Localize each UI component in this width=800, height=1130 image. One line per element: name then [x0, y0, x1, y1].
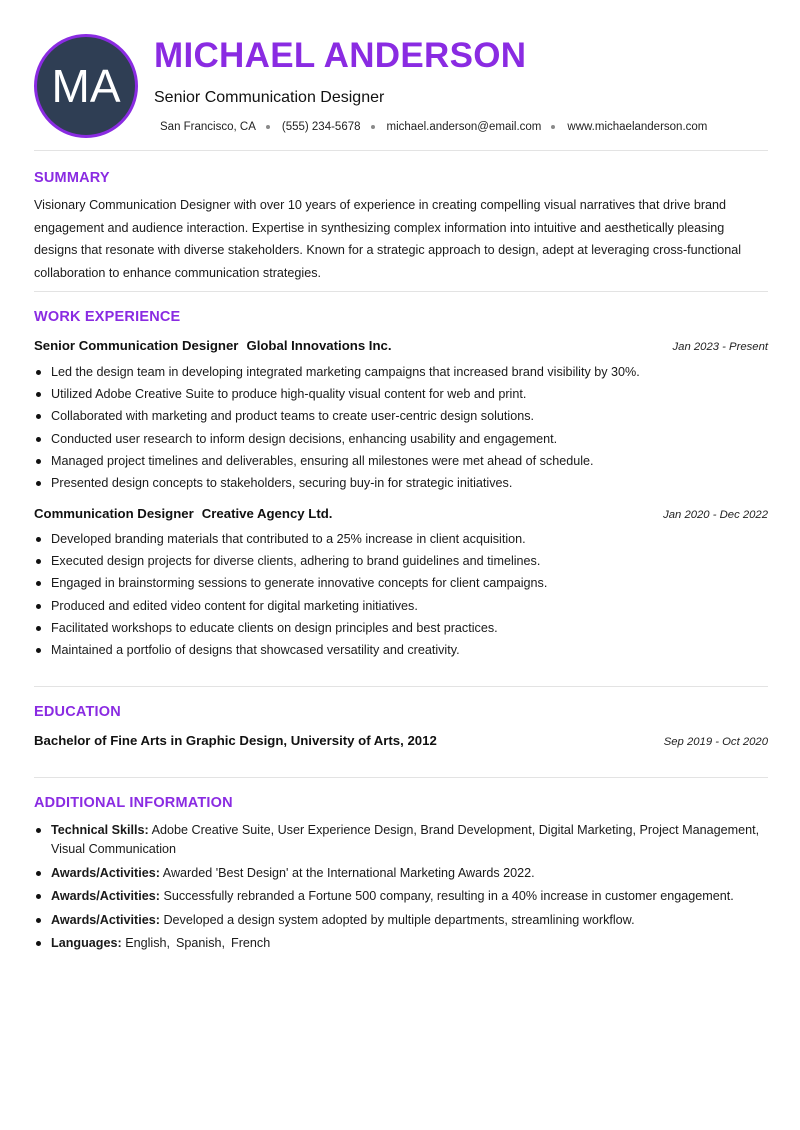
list-item: Executed design projects for diverse clients, adhering to brand guidelines and timelines.	[34, 550, 768, 572]
info-label: Technical Skills:	[51, 823, 149, 837]
contact-website[interactable]: www.michaelanderson.com	[567, 121, 708, 133]
language-item: Spanish,	[176, 936, 226, 950]
list-item: Utilized Adobe Creative Suite to produce high-quality visual content for web and print.	[34, 383, 768, 405]
job-header	[34, 338, 768, 353]
education-degree: Bachelor of Fine Arts in Graphic Design, University of Arts, 2012	[34, 733, 437, 748]
contact-email[interactable]: michael.anderson@email.com	[386, 121, 542, 133]
list-item: Led the design team in developing integrated marketing campaigns that increased brand visibility by 30%.	[34, 361, 768, 383]
job-position: Senior Communication Designer	[34, 338, 239, 353]
list-item	[34, 887, 768, 906]
info-text: Awarded 'Best Design' at the International Marketing Awards 2022.	[162, 865, 535, 880]
list-item: Engaged in brainstorming sessions to generate innovative concepts for client campaigns.	[34, 572, 768, 594]
job-title	[34, 506, 340, 521]
job-company: Global Innovations Inc.	[246, 338, 392, 353]
info-text: Adobe Creative Suite, User Experience Design, Brand Development, Digital Marketing, Project Management, Visual Communication	[51, 823, 760, 856]
section-divider	[34, 777, 768, 778]
info-label: Awards/Activities:	[51, 889, 160, 903]
contact-phone[interactable]: (555) 234-5678	[281, 121, 361, 133]
section-divider	[34, 150, 768, 151]
avatar	[34, 34, 138, 138]
list-item	[34, 864, 768, 883]
education-entry	[34, 733, 768, 748]
avatar-initials: MA	[51, 60, 121, 112]
language-item: English,	[125, 936, 170, 950]
job-position: Communication Designer	[34, 506, 194, 521]
language-item: French	[231, 936, 271, 950]
work-experience-heading: WORK EXPERIENCE	[34, 309, 181, 325]
additional-info-heading: ADDITIONAL INFORMATION	[34, 795, 233, 811]
separator-dot	[551, 125, 555, 129]
job-company: Creative Agency Ltd.	[201, 506, 333, 521]
contact-bar	[160, 121, 770, 133]
education-heading: EDUCATION	[34, 704, 121, 720]
info-label: Awards/Activities:	[51, 865, 160, 880]
education-dates: Sep 2019 - Oct 2020	[663, 736, 768, 748]
candidate-role: Senior Communication Designer	[154, 89, 385, 106]
info-label: Awards/Activities:	[51, 912, 160, 927]
list-item: Conducted user research to inform design decisions, enhancing usability and engagement.	[34, 428, 768, 450]
info-text: Developed a design system adopted by multiple departments, streamlining workflow.	[163, 912, 635, 927]
list-item	[34, 911, 768, 930]
separator-dot	[266, 125, 270, 129]
additional-info-list	[34, 821, 768, 958]
list-item: Managed project timelines and deliverables, ensuring all milestones were met ahead of schedule.	[34, 450, 768, 472]
candidate-name: MICHAEL ANDERSON	[154, 36, 527, 75]
section-divider	[34, 686, 768, 687]
list-item: Presented design concepts to stakeholders, securing buy-in for strategic initiatives.	[34, 472, 768, 494]
job-bullet-list	[34, 528, 768, 661]
job-header	[34, 506, 768, 521]
list-item: Maintained a portfolio of designs that showcased versatility and creativity.	[34, 639, 768, 661]
job-bullet-list	[34, 361, 768, 494]
summary-heading: SUMMARY	[34, 170, 110, 186]
job-dates: Jan 2020 - Dec 2022	[663, 509, 768, 521]
list-item: Facilitated workshops to educate clients on design principles and best practices.	[34, 617, 768, 639]
section-divider	[34, 291, 768, 292]
list-item: Produced and edited video content for digital marketing initiatives.	[34, 595, 768, 617]
list-item: Developed branding materials that contributed to a 25% increase in client acquisition.	[34, 528, 768, 550]
list-item	[34, 821, 768, 859]
contact-location: San Francisco, CA	[160, 121, 256, 133]
list-item	[34, 934, 768, 953]
list-item: Collaborated with marketing and product teams to create user-centric design solutions.	[34, 405, 768, 427]
languages-label: Languages:	[51, 936, 122, 950]
resume-header	[34, 34, 768, 144]
job-title	[34, 338, 400, 353]
info-text: Successfully rebranded a Fortune 500 company, resulting in a 40% increase in customer engagement.	[163, 889, 734, 903]
job-dates: Jan 2023 - Present	[672, 341, 768, 353]
separator-dot	[371, 125, 375, 129]
summary-text: Visionary Communication Designer with over 10 years of experience in creating compelling visual narratives that drive brand engagement and audience interaction. Expertise in synthesizing complex information into intuitive and aesthetically pleasing designs that resonate with diverse stakeholders. Known for a strategic approach to design, adept at leveraging cross-functional collaboration to enhance communication strategies.	[34, 198, 742, 280]
